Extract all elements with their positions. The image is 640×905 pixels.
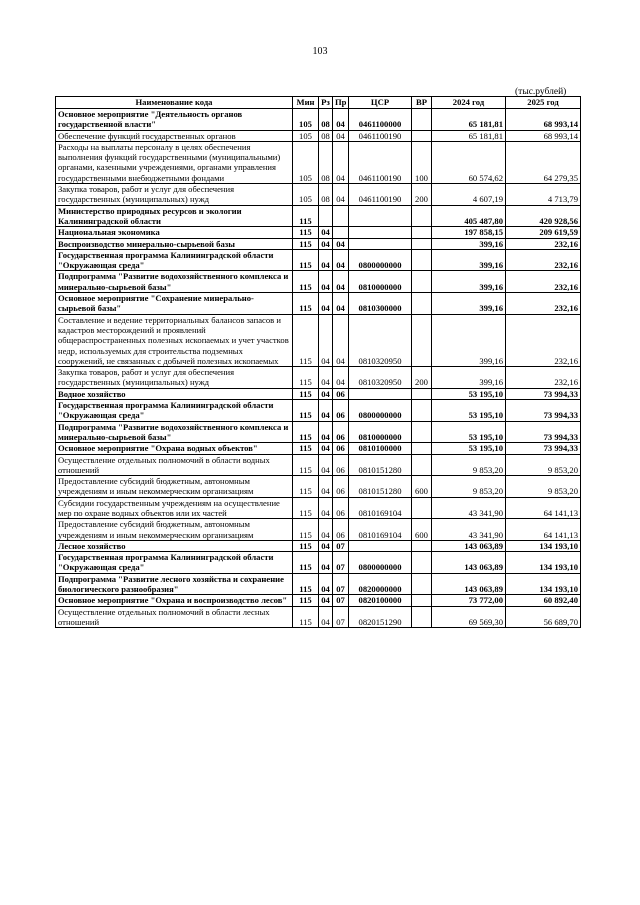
cell-name: Закупка товаров, работ и услуг для обеспечения государственных (муниципальных) нужд [56,184,293,206]
cell-2025: 68 993,14 [506,130,581,141]
cell-vr [412,205,432,227]
cell-pr: 04 [333,109,349,131]
cell-2025: 9 853,20 [506,476,581,498]
cell-min: 115 [293,388,319,399]
cell-vr [412,130,432,141]
cell-pr: 07 [333,595,349,606]
cell-name: Основное мероприятие "Охрана и воспроизводство лесов" [56,595,293,606]
cell-2024: 399,16 [432,293,506,315]
cell-2025: 232,16 [506,271,581,293]
cell-csr [349,227,412,238]
budget-table [55,96,581,628]
cell-vr [412,109,432,131]
cell-pr: 04 [333,271,349,293]
cell-2025: 232,16 [506,367,581,389]
cell-min: 115 [293,400,319,422]
cell-name: Предоставление субсидий бюджетным, автономным учреждениям и иным некоммерческим организациям [56,476,293,498]
cell-name: Предоставление субсидий бюджетным, автономным учреждениям и иным некоммерческим организациям [56,519,293,541]
cell-pr: 07 [333,552,349,574]
cell-min: 115 [293,421,319,443]
header-min: Мин [293,97,319,109]
table-row [56,476,581,498]
table-row [56,519,581,541]
cell-min: 115 [293,443,319,454]
cell-vr [412,443,432,454]
cell-rz: 04 [319,552,333,574]
table-row [56,497,581,519]
cell-pr: 06 [333,388,349,399]
cell-min: 115 [293,595,319,606]
header-vr: ВР [412,97,432,109]
table-row [56,606,581,628]
cell-2025: 134 193,10 [506,552,581,574]
cell-min: 115 [293,249,319,271]
cell-name: Водное хозяйство [56,388,293,399]
cell-min: 115 [293,540,319,551]
cell-name: Основное мероприятие "Деятельность органов государственной власти" [56,109,293,131]
cell-csr [349,540,412,551]
cell-min: 105 [293,130,319,141]
cell-min: 115 [293,454,319,476]
cell-2024: 53 195,10 [432,421,506,443]
cell-vr [412,227,432,238]
table-row [56,552,581,574]
cell-csr: 0810151280 [349,476,412,498]
cell-2024: 405 487,80 [432,205,506,227]
cell-2025: 73 994,33 [506,388,581,399]
cell-min: 115 [293,227,319,238]
cell-pr: 07 [333,573,349,595]
cell-csr: 0810320950 [349,367,412,389]
cell-min: 115 [293,314,319,366]
cell-min: 115 [293,205,319,227]
cell-csr [349,238,412,249]
table-row [56,109,581,131]
header-2025: 2025 год [506,97,581,109]
cell-vr [412,249,432,271]
cell-2024: 60 574,62 [432,141,506,183]
cell-2025: 232,16 [506,249,581,271]
cell-2025: 64 141,13 [506,497,581,519]
cell-2025: 56 689,70 [506,606,581,628]
cell-pr [333,227,349,238]
cell-min: 115 [293,497,319,519]
header-rz: Рз [319,97,333,109]
cell-rz: 08 [319,141,333,183]
cell-2025: 134 193,10 [506,540,581,551]
cell-csr: 0461100190 [349,184,412,206]
table-row [56,184,581,206]
cell-vr [412,271,432,293]
cell-vr [412,552,432,574]
table-row [56,454,581,476]
cell-vr [412,400,432,422]
cell-min: 115 [293,238,319,249]
cell-rz: 04 [319,293,333,315]
cell-2024: 9 853,20 [432,476,506,498]
cell-pr [333,205,349,227]
cell-rz: 04 [319,573,333,595]
table-row [56,314,581,366]
cell-name: Министерство природных ресурсов и экологии Калининградской области [56,205,293,227]
cell-pr: 07 [333,606,349,628]
cell-pr: 06 [333,497,349,519]
cell-csr: 0461100000 [349,109,412,131]
cell-2024: 399,16 [432,271,506,293]
cell-csr: 0810000000 [349,271,412,293]
cell-2024: 399,16 [432,314,506,366]
table-row [56,227,581,238]
cell-rz: 08 [319,109,333,131]
cell-pr: 04 [333,184,349,206]
cell-vr: 200 [412,367,432,389]
cell-name: Закупка товаров, работ и услуг для обеспечения государственных (муниципальных) нужд [56,367,293,389]
cell-name: Осуществление отдельных полномочий в области водных отношений [56,454,293,476]
cell-name: Лесное хозяйство [56,540,293,551]
cell-rz: 04 [319,227,333,238]
cell-csr [349,388,412,399]
cell-csr: 0810169104 [349,497,412,519]
cell-name: Национальная экономика [56,227,293,238]
cell-rz: 04 [319,595,333,606]
cell-rz: 04 [319,497,333,519]
cell-min: 115 [293,271,319,293]
cell-min: 115 [293,552,319,574]
cell-rz: 04 [319,367,333,389]
cell-2025: 73 994,33 [506,421,581,443]
table-row [56,249,581,271]
cell-2025: 232,16 [506,293,581,315]
cell-2024: 53 195,10 [432,400,506,422]
cell-name: Государственная программа Калининградской области "Окружающая среда" [56,552,293,574]
cell-rz: 04 [319,454,333,476]
cell-rz: 04 [319,388,333,399]
cell-vr [412,573,432,595]
table-row [56,443,581,454]
cell-2025: 232,16 [506,314,581,366]
cell-rz: 04 [319,443,333,454]
cell-name: Воспроизводство минерально-сырьевой базы [56,238,293,249]
cell-min: 105 [293,109,319,131]
cell-2025: 4 713,79 [506,184,581,206]
cell-2024: 9 853,20 [432,454,506,476]
cell-vr [412,540,432,551]
cell-min: 115 [293,293,319,315]
cell-name: Обеспечение функций государственных органов [56,130,293,141]
cell-vr [412,606,432,628]
cell-2024: 197 858,15 [432,227,506,238]
cell-csr: 0800000000 [349,400,412,422]
cell-csr: 0820151290 [349,606,412,628]
cell-2025: 420 928,56 [506,205,581,227]
cell-pr: 06 [333,443,349,454]
cell-min: 115 [293,573,319,595]
cell-2025: 64 141,13 [506,519,581,541]
cell-2025: 60 892,40 [506,595,581,606]
cell-2024: 65 181,81 [432,130,506,141]
cell-csr: 0820100000 [349,595,412,606]
cell-pr: 04 [333,238,349,249]
cell-name: Государственная программа Калининградской области "Окружающая среда" [56,249,293,271]
cell-pr: 04 [333,293,349,315]
cell-2024: 43 341,90 [432,519,506,541]
cell-2024: 65 181,81 [432,109,506,131]
cell-min: 115 [293,476,319,498]
cell-pr: 04 [333,314,349,366]
table-row [56,421,581,443]
cell-vr [412,454,432,476]
cell-2025: 73 994,33 [506,400,581,422]
cell-2025: 73 994,33 [506,443,581,454]
cell-vr [412,388,432,399]
cell-vr: 100 [412,141,432,183]
cell-2025: 209 619,59 [506,227,581,238]
cell-min: 105 [293,141,319,183]
table-row [56,540,581,551]
cell-rz: 04 [319,238,333,249]
cell-pr: 06 [333,421,349,443]
cell-csr: 0810100000 [349,443,412,454]
cell-2024: 53 195,10 [432,388,506,399]
cell-csr: 0810151280 [349,454,412,476]
cell-name: Основное мероприятие "Сохранение минерально-сырьевой базы" [56,293,293,315]
cell-2024: 69 569,30 [432,606,506,628]
cell-2024: 4 607,19 [432,184,506,206]
cell-vr [412,497,432,519]
page-number: 103 [312,46,328,57]
cell-pr: 04 [333,130,349,141]
cell-2024: 399,16 [432,249,506,271]
table-row [56,367,581,389]
cell-name: Субсидии государственным учреждениям на осуществление мер по охране водных объектов или их частей [56,497,293,519]
cell-rz: 08 [319,130,333,141]
table-row [56,271,581,293]
cell-min: 105 [293,184,319,206]
cell-2024: 73 772,00 [432,595,506,606]
unit-note: (тыс.рублей) [515,87,567,97]
cell-vr: 600 [412,476,432,498]
header-2024: 2024 год [432,97,506,109]
cell-csr: 0800000000 [349,249,412,271]
cell-pr: 06 [333,454,349,476]
table-row [56,238,581,249]
cell-name: Подпрограмма "Развитие лесного хозяйства и сохранение биологического разнообразия" [56,573,293,595]
cell-min: 115 [293,606,319,628]
cell-2024: 143 063,89 [432,552,506,574]
table-row [56,205,581,227]
header-csr: ЦСР [349,97,412,109]
cell-rz: 04 [319,271,333,293]
cell-rz: 04 [319,249,333,271]
cell-csr [349,205,412,227]
cell-2025: 64 279,35 [506,141,581,183]
cell-name: Государственная программа Калининградской области "Окружающая среда" [56,400,293,422]
cell-min: 115 [293,367,319,389]
table-header-row [56,97,581,109]
cell-csr: 0800000000 [349,552,412,574]
cell-2024: 399,16 [432,367,506,389]
cell-vr: 200 [412,184,432,206]
cell-vr [412,238,432,249]
cell-rz: 04 [319,421,333,443]
cell-rz: 08 [319,184,333,206]
cell-2025: 232,16 [506,238,581,249]
cell-rz: 04 [319,540,333,551]
cell-csr: 0810320950 [349,314,412,366]
cell-pr: 04 [333,141,349,183]
cell-2024: 399,16 [432,238,506,249]
cell-rz: 04 [319,314,333,366]
cell-csr: 0810169104 [349,519,412,541]
cell-vr [412,595,432,606]
cell-pr: 06 [333,519,349,541]
cell-vr: 600 [412,519,432,541]
cell-rz [319,205,333,227]
cell-vr [412,421,432,443]
table-row [56,141,581,183]
cell-pr: 06 [333,400,349,422]
cell-rz: 04 [319,400,333,422]
cell-pr: 07 [333,540,349,551]
cell-2024: 53 195,10 [432,443,506,454]
cell-name: Расходы на выплаты персоналу в целях обеспечения выполнения функций государственными (муниципальными) органами, казенными учреждениями, органами управления государственными внебюджетными фондами [56,141,293,183]
cell-rz: 04 [319,519,333,541]
table-row [56,293,581,315]
table-row [56,573,581,595]
cell-2025: 134 193,10 [506,573,581,595]
table-body [56,109,581,628]
cell-csr: 0461100190 [349,141,412,183]
cell-2025: 9 853,20 [506,454,581,476]
cell-pr: 06 [333,476,349,498]
cell-vr [412,314,432,366]
cell-name: Подпрограмма "Развитие водохозяйственного комплекса и минерально-сырьевой базы" [56,421,293,443]
table-row [56,595,581,606]
cell-name: Основное мероприятие "Охрана водных объектов" [56,443,293,454]
cell-vr [412,293,432,315]
header-name: Наименование кода [56,97,293,109]
cell-csr: 0820000000 [349,573,412,595]
cell-2024: 43 341,90 [432,497,506,519]
header-pr: Пр [333,97,349,109]
table-row [56,130,581,141]
cell-name: Составление и ведение территориальных балансов запасов и кадастров месторождений и проявлений общераспространенных полезных ископаемых и учет участков недр, используемых для строительства подземных сооружений, не связанных с добычей полезных ископаемых [56,314,293,366]
cell-rz: 04 [319,606,333,628]
cell-name: Осуществление отдельных полномочий в области лесных отношений [56,606,293,628]
table-row [56,400,581,422]
cell-name: Подпрограмма "Развитие водохозяйственного комплекса и минерально-сырьевой базы" [56,271,293,293]
cell-2024: 143 063,89 [432,540,506,551]
cell-pr: 04 [333,367,349,389]
cell-csr: 0810000000 [349,421,412,443]
cell-csr: 0461100190 [349,130,412,141]
cell-csr: 0810300000 [349,293,412,315]
table-row [56,388,581,399]
cell-rz: 04 [319,476,333,498]
cell-2025: 68 993,14 [506,109,581,131]
cell-pr: 04 [333,249,349,271]
cell-2024: 143 063,89 [432,573,506,595]
cell-min: 115 [293,519,319,541]
